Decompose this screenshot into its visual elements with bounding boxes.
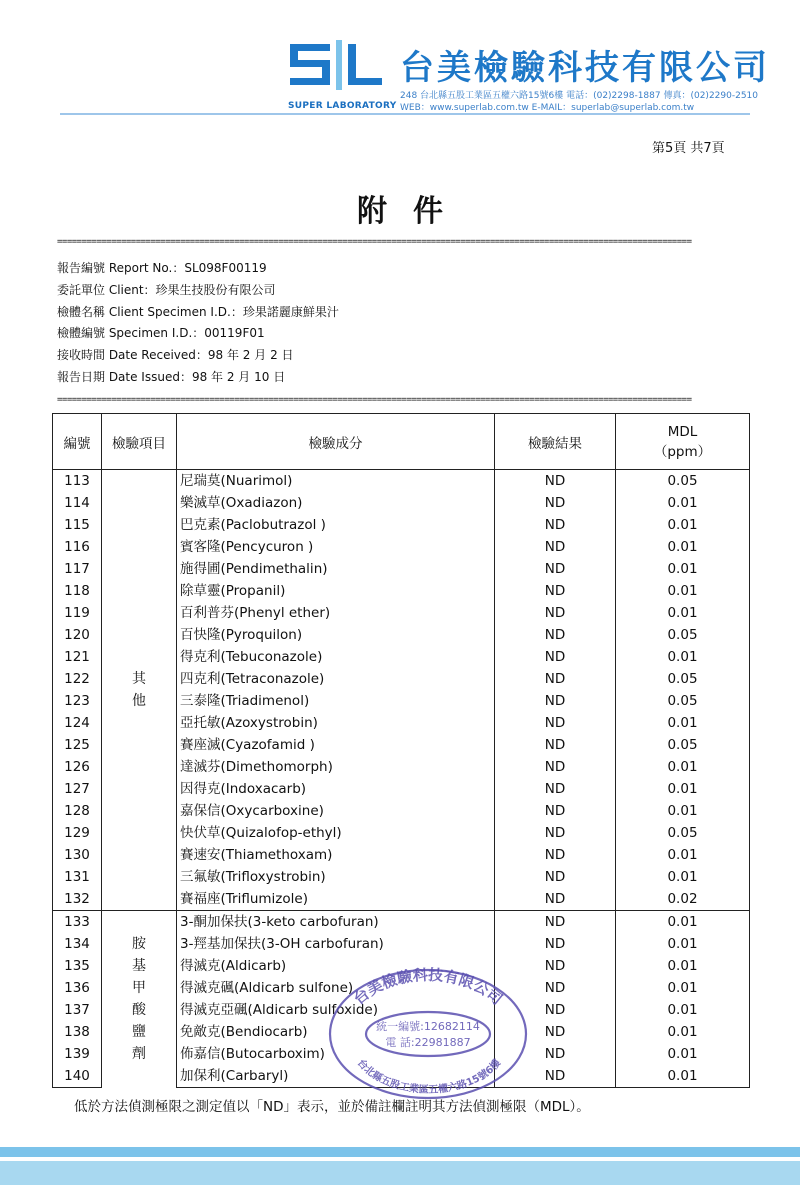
test-result: ND <box>495 822 616 844</box>
mdl-value: 0.01 <box>616 492 750 514</box>
separator-bottom: ================================================================================================================================= <box>57 395 692 405</box>
row-number: 137 <box>53 999 102 1021</box>
row-number: 132 <box>53 888 102 911</box>
row-number: 128 <box>53 800 102 822</box>
test-result: ND <box>495 734 616 756</box>
mdl-value: 0.01 <box>616 800 750 822</box>
row-number: 115 <box>53 514 102 536</box>
stamp-id-line: 統一編號:12682114 <box>376 1020 480 1033</box>
mdl-value: 0.05 <box>616 690 750 712</box>
row-number: 127 <box>53 778 102 800</box>
component-name: 賽福座(Triflumizole) <box>177 888 495 911</box>
row-number: 138 <box>53 1021 102 1043</box>
row-number: 140 <box>53 1065 102 1088</box>
mdl-value: 0.01 <box>616 955 750 977</box>
component-name: 達滅芬(Dimethomorph) <box>177 756 495 778</box>
test-result: ND <box>495 844 616 866</box>
mdl-value: 0.01 <box>616 1065 750 1088</box>
row-number: 125 <box>53 734 102 756</box>
stamp-outer-text: 台美檢驗科技有限公司 <box>350 965 506 1009</box>
mdl-value: 0.01 <box>616 514 750 536</box>
mdl-value: 0.01 <box>616 778 750 800</box>
row-number: 136 <box>53 977 102 999</box>
mdl-value: 0.05 <box>616 822 750 844</box>
row-number: 121 <box>53 646 102 668</box>
header-mdl-unit: （ppm） <box>653 443 712 460</box>
client-name: 委託單位 Client：珍果生技股份有限公司 <box>57 283 276 297</box>
mdl-value: 0.05 <box>616 470 750 493</box>
specimen-name: 檢體名稱 Client Specimen I.D.：珍果諾麗康鮮果汁 <box>57 305 339 319</box>
header-result: 檢驗結果 <box>495 414 616 470</box>
mdl-value: 0.05 <box>616 624 750 646</box>
header-category: 檢驗項目 <box>102 414 177 470</box>
component-name: 三泰隆(Triadimenol) <box>177 690 495 712</box>
row-number: 113 <box>53 470 102 493</box>
header-mdl <box>616 414 750 470</box>
test-result: ND <box>495 514 616 536</box>
header-component: 檢驗成分 <box>177 414 495 470</box>
component-name: 快伏草(Quizalofop-ethyl) <box>177 822 495 844</box>
mdl-value: 0.01 <box>616 911 750 934</box>
component-name: 百利普芬(Phenyl ether) <box>177 602 495 624</box>
test-result: ND <box>495 580 616 602</box>
component-name: 得滅克(Aldicarb) <box>177 955 495 977</box>
document-title: 附件 <box>357 194 469 229</box>
company-address: 248 台北縣五股工業區五權六路15號6樓 電話：(02)2298-1887 傳真：(02)2290-2510 <box>400 91 759 101</box>
mdl-value: 0.01 <box>616 558 750 580</box>
mdl-value: 0.01 <box>616 646 750 668</box>
company-web: WEB：www.superlab.com.tw E-MAIL：superlab@superlab.com.tw <box>400 103 695 113</box>
component-name: 得克利(Tebuconazole) <box>177 646 495 668</box>
mdl-value: 0.01 <box>616 602 750 624</box>
mdl-value: 0.01 <box>616 933 750 955</box>
mdl-value: 0.01 <box>616 580 750 602</box>
test-result: ND <box>495 933 616 955</box>
row-number: 129 <box>53 822 102 844</box>
category-cell <box>102 911 177 1088</box>
component-name: 得滅克碸(Aldicarb sulfone) <box>177 977 495 999</box>
test-result: ND <box>495 955 616 977</box>
footer-band-bottom <box>0 1161 800 1185</box>
test-result: ND <box>495 977 616 999</box>
test-result: ND <box>495 1065 616 1088</box>
component-name: 三氟敏(Trifloxystrobin) <box>177 866 495 888</box>
logo-text: SUPER LABORATORY <box>288 101 397 111</box>
table-row <box>53 470 750 493</box>
test-result: ND <box>495 866 616 888</box>
test-result: ND <box>495 558 616 580</box>
component-name: 佈嘉信(Butocarboxim) <box>177 1043 495 1065</box>
mdl-value: 0.05 <box>616 734 750 756</box>
component-name: 賽速安(Thiamethoxam) <box>177 844 495 866</box>
row-number: 117 <box>53 558 102 580</box>
mdl-value: 0.01 <box>616 999 750 1021</box>
mdl-value: 0.01 <box>616 712 750 734</box>
header-mdl-label: MDL <box>667 423 698 440</box>
test-result: ND <box>495 624 616 646</box>
row-number: 126 <box>53 756 102 778</box>
test-result: ND <box>495 1043 616 1065</box>
footnote: 低於方法偵測極限之測定值以「ND」表示，並於備註欄註明其方法偵測極限（MDL）。 <box>74 1099 590 1115</box>
test-result: ND <box>495 778 616 800</box>
mdl-value: 0.01 <box>616 844 750 866</box>
component-name: 樂滅草(Oxadiazon) <box>177 492 495 514</box>
component-name: 因得克(Indoxacarb) <box>177 778 495 800</box>
component-name: 加保利(Carbaryl) <box>177 1065 495 1088</box>
separator-top: ================================================================================================================================= <box>57 237 692 247</box>
row-number: 123 <box>53 690 102 712</box>
component-name: 3-羥基加保扶(3-OH carbofuran) <box>177 933 495 955</box>
header-divider <box>60 113 750 115</box>
mdl-value: 0.02 <box>616 888 750 911</box>
row-number: 131 <box>53 866 102 888</box>
header-no: 編號 <box>53 414 102 470</box>
svg-text:台美檢驗科技有限公司 <box>350 966 506 1009</box>
mdl-value: 0.01 <box>616 1021 750 1043</box>
component-name: 百快隆(Pyroquilon) <box>177 624 495 646</box>
mdl-value: 0.01 <box>616 756 750 778</box>
mdl-value: 0.01 <box>616 1043 750 1065</box>
superlab-logo <box>288 40 384 98</box>
mdl-value: 0.01 <box>616 977 750 999</box>
category-label: 其他 <box>132 671 146 709</box>
component-name: 四克利(Tetraconazole) <box>177 668 495 690</box>
component-name: 巴克素(Paclobutrazol ) <box>177 514 495 536</box>
component-name: 賓客隆(Pencycuron ) <box>177 536 495 558</box>
table-row <box>53 911 750 934</box>
mdl-value: 0.01 <box>616 536 750 558</box>
component-name: 嘉保信(Oxycarboxine) <box>177 800 495 822</box>
row-number: 114 <box>53 492 102 514</box>
component-name: 施得圃(Pendimethalin) <box>177 558 495 580</box>
company-seal-stamp <box>323 962 533 1102</box>
component-name: 得滅克亞碸(Aldicarb sulfoxide) <box>177 999 495 1021</box>
test-result: ND <box>495 800 616 822</box>
category-cell <box>102 470 177 911</box>
test-result: ND <box>495 536 616 558</box>
table-header-row <box>53 414 750 470</box>
report-number: 報告編號 Report No.：SL098F00119 <box>57 261 267 275</box>
component-name: 3-酮加保扶(3-keto carbofuran) <box>177 911 495 934</box>
category-label: 胺基甲酸鹽劑 <box>132 936 146 1063</box>
test-result: ND <box>495 999 616 1021</box>
mdl-value: 0.05 <box>616 668 750 690</box>
component-name: 尼瑞莫(Nuarimol) <box>177 470 495 493</box>
test-result: ND <box>495 911 616 934</box>
test-result: ND <box>495 668 616 690</box>
row-number: 134 <box>53 933 102 955</box>
test-result: ND <box>495 470 616 493</box>
company-name: 台美檢驗科技有限公司 <box>400 48 770 88</box>
row-number: 119 <box>53 602 102 624</box>
stamp-phone-line: 電 話:22981887 <box>385 1036 471 1049</box>
page-number: 第5頁 共7頁 <box>652 141 725 156</box>
row-number: 120 <box>53 624 102 646</box>
component-name: 賽座滅(Cyazofamid ) <box>177 734 495 756</box>
component-name: 亞托敏(Azoxystrobin) <box>177 712 495 734</box>
test-result: ND <box>495 756 616 778</box>
row-number: 139 <box>53 1043 102 1065</box>
row-number: 135 <box>53 955 102 977</box>
test-result: ND <box>495 888 616 911</box>
row-number: 116 <box>53 536 102 558</box>
stamp-address-text: 台北縣五股工業區五權六路15號6樓 <box>354 1057 504 1096</box>
component-name: 免敵克(Bendiocarb) <box>177 1021 495 1043</box>
row-number: 118 <box>53 580 102 602</box>
test-result: ND <box>495 646 616 668</box>
test-result: ND <box>495 712 616 734</box>
test-result: ND <box>495 1021 616 1043</box>
component-name: 除草靈(Propanil) <box>177 580 495 602</box>
date-issued: 報告日期 Date Issued：98 年 2 月 10 日 <box>57 370 286 384</box>
specimen-id: 檢體編號 Specimen I.D.：00119F01 <box>57 326 265 340</box>
date-received: 接收時間 Date Received：98 年 2 月 2 日 <box>57 348 294 362</box>
footer-band-top <box>0 1147 800 1157</box>
test-result: ND <box>495 492 616 514</box>
row-number: 130 <box>53 844 102 866</box>
row-number: 122 <box>53 668 102 690</box>
mdl-value: 0.01 <box>616 866 750 888</box>
row-number: 124 <box>53 712 102 734</box>
row-number: 133 <box>53 911 102 934</box>
test-result: ND <box>495 602 616 624</box>
test-result: ND <box>495 690 616 712</box>
